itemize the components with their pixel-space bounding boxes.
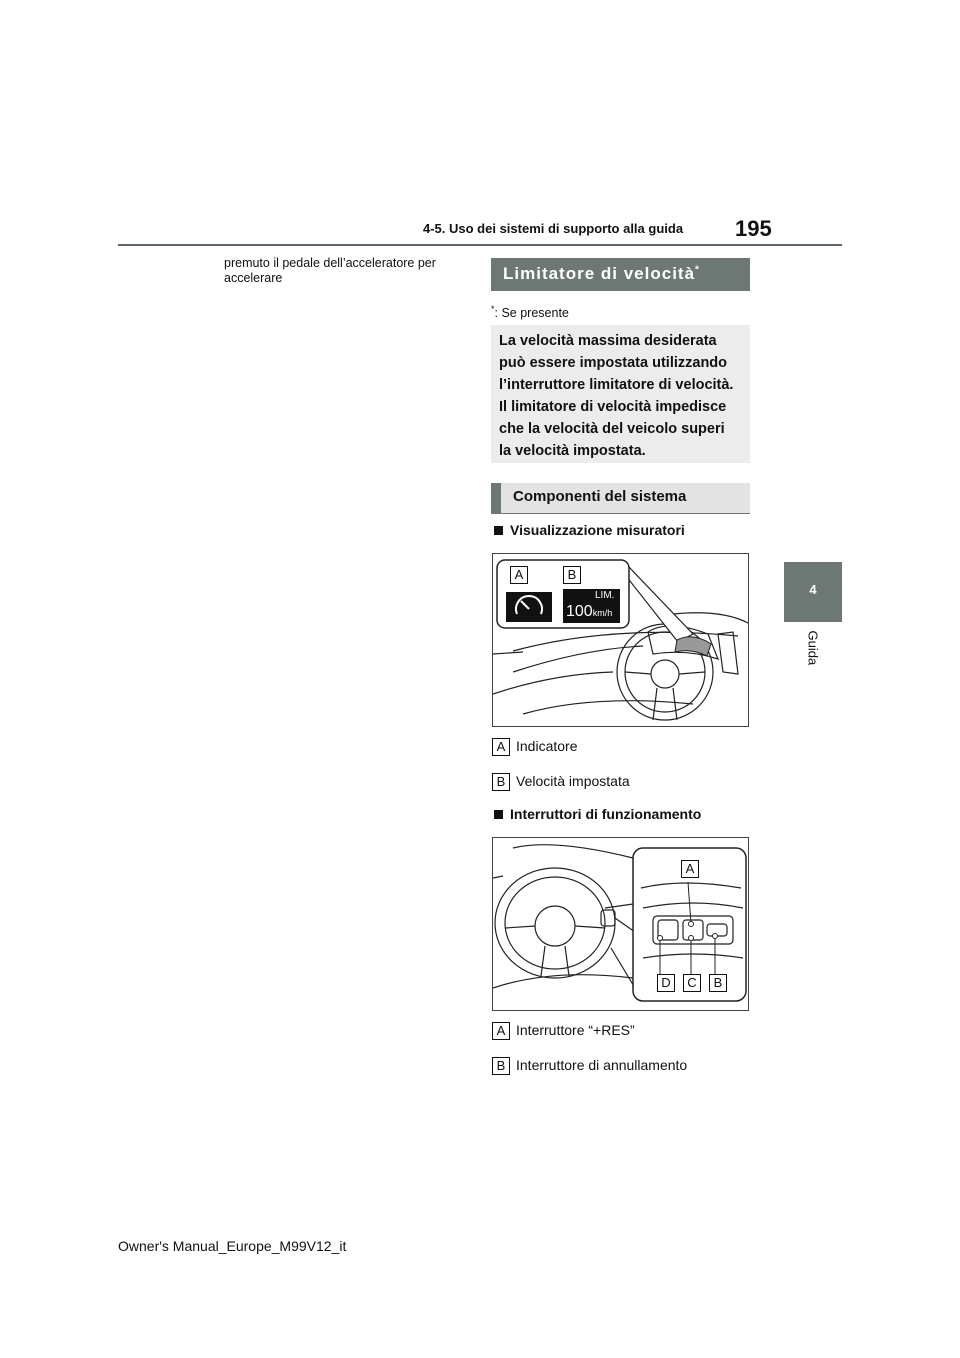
banner-marker: * — [695, 264, 700, 276]
legend-letter: B — [492, 1057, 510, 1075]
page-number: 195 — [735, 216, 772, 241]
legend-letter: B — [492, 773, 510, 791]
footer-manual-id: Owner's Manual_Europe_M99V12_it — [118, 1238, 347, 1254]
meter-figure — [492, 553, 749, 727]
meter-heading-text: Visualizzazione misuratori — [510, 522, 685, 538]
figure-label-c: C — [683, 974, 701, 992]
header-rule — [118, 244, 842, 246]
bullet-square — [494, 526, 503, 535]
figure-label-d: D — [657, 974, 675, 992]
footnote-text: : Se presente — [494, 306, 569, 321]
figure-label-a: A — [510, 566, 528, 584]
figure-label-b: B — [709, 974, 727, 992]
dashboard-illustration — [493, 554, 749, 727]
switch-heading-text: Interruttori di funzionamento — [510, 806, 702, 822]
chapter-label: Guida — [805, 630, 821, 666]
legend-item — [492, 738, 577, 756]
figure-label-b: B — [563, 566, 581, 584]
intro-line: La velocità massima desiderata — [499, 333, 717, 349]
legend-item — [492, 773, 630, 791]
intro-line: può essere impostata utilizzando — [499, 355, 728, 371]
legend-item — [492, 1022, 635, 1040]
section-banner — [491, 258, 750, 291]
legend-text: Interruttore di annullamento — [516, 1057, 688, 1073]
switch-figure — [492, 837, 749, 1011]
display-lim: LIM. — [595, 590, 615, 601]
section-title: 4-5. Uso dei sistemi di supporto alla guida — [423, 221, 684, 236]
legend-item — [492, 1057, 687, 1075]
intro-line: che la velocità del veicolo superi — [499, 421, 725, 437]
meter-heading — [494, 522, 685, 538]
intro-line: la velocità impostata. — [499, 443, 646, 459]
subheading: Componenti del sistema — [491, 483, 750, 514]
display-speed — [566, 603, 612, 621]
legend-letter: A — [492, 1022, 510, 1040]
banner-title: Limitatore di velocità — [503, 264, 696, 283]
figure-label-a: A — [681, 860, 699, 878]
chapter-number: 4 — [809, 582, 817, 597]
legend-letter: A — [492, 738, 510, 756]
legend-text: Indicatore — [516, 738, 578, 754]
display-speed-value: 100 — [566, 603, 593, 620]
intro-line: Il limitatore di velocità impedisce — [499, 399, 727, 415]
chapter-tab — [784, 562, 842, 622]
legend-text: Velocità impostata — [516, 773, 630, 789]
legend-text: Interruttore “+RES” — [516, 1022, 635, 1038]
switch-heading — [494, 806, 701, 822]
intro-box — [491, 325, 750, 463]
intro-line: l’interruttore limitatore di velocità. — [499, 377, 734, 393]
display-speed-unit: km/h — [592, 608, 613, 618]
bullet-square — [494, 810, 503, 819]
footnote-marker: * — [491, 304, 495, 314]
footnote — [491, 304, 569, 320]
left-column-text: premuto il pedale dell’acceleratore per accelerare — [224, 256, 436, 285]
